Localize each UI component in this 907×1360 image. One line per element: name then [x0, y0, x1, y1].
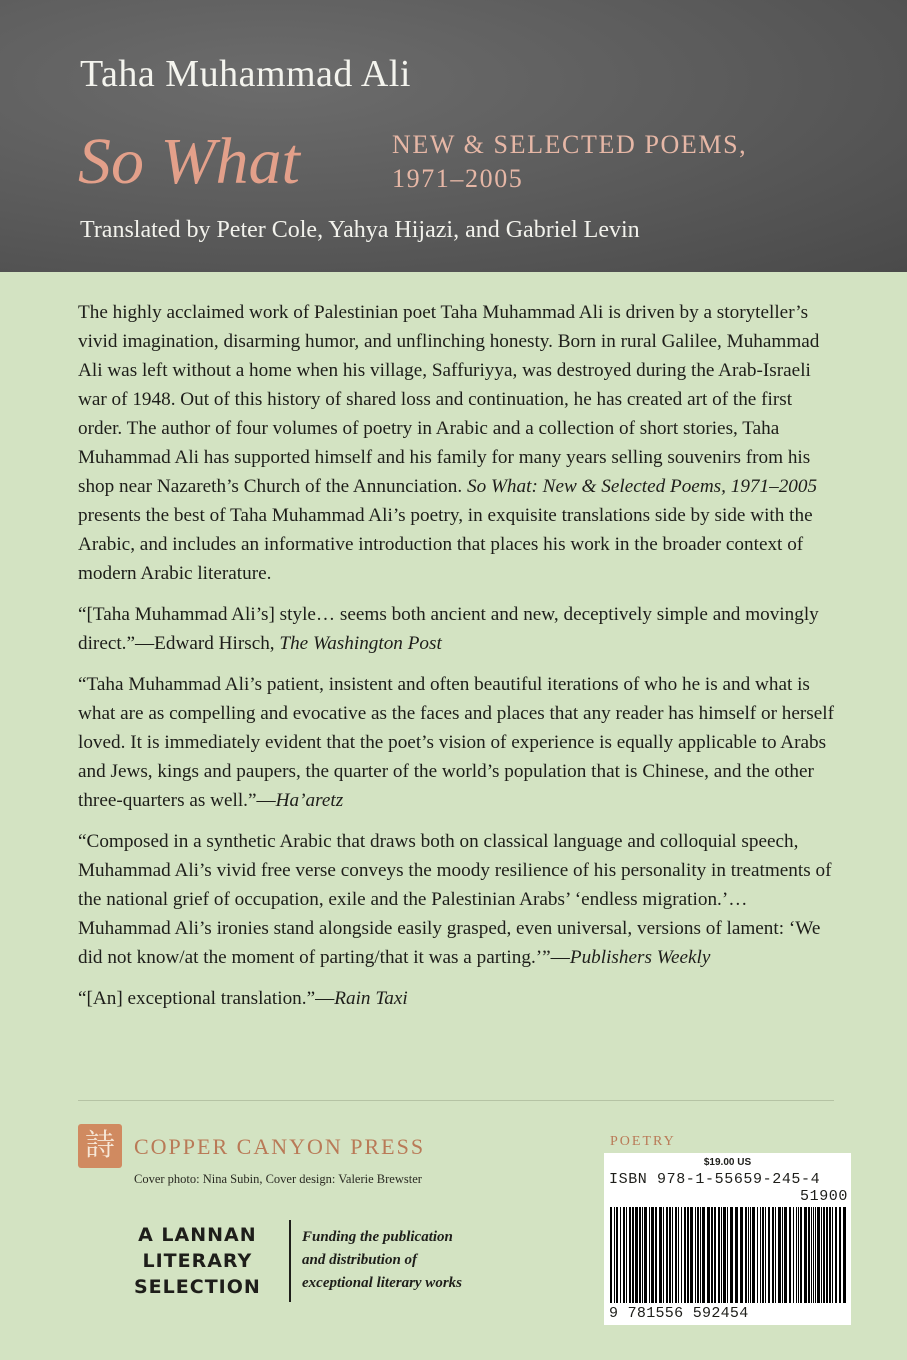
barcode-bar	[821, 1207, 822, 1303]
barcode-bar	[811, 1207, 812, 1303]
barcode-bar	[642, 1207, 643, 1303]
barcode-bar	[635, 1207, 638, 1303]
barcode-bar	[765, 1207, 766, 1303]
barcode-bar	[718, 1207, 720, 1303]
barcode-bar	[721, 1207, 722, 1303]
barcode-bar	[681, 1207, 682, 1303]
barcode-bar	[784, 1207, 787, 1303]
barcode-bar	[620, 1207, 621, 1303]
category-label: POETRY	[610, 1134, 676, 1149]
barcode-bar	[714, 1207, 716, 1303]
barcode-bar	[632, 1207, 634, 1303]
barcode-addon-number: 51900	[800, 1188, 849, 1205]
barcode-bar	[649, 1207, 650, 1303]
isbn-text: ISBN 978-1-55659-245-4	[609, 1171, 821, 1188]
barcode-bar	[690, 1207, 693, 1303]
quote-source: The Washington Post	[279, 633, 442, 654]
barcode-bar	[626, 1207, 627, 1303]
barcode-bar	[672, 1207, 673, 1303]
barcode-bar	[748, 1207, 749, 1303]
barcode-bar	[697, 1207, 699, 1303]
barcode-bar	[789, 1207, 791, 1303]
barcode-bar	[808, 1207, 810, 1303]
barcode-bar	[707, 1207, 710, 1303]
subtitle-line-1: NEW & SELECTED POEMS,	[392, 130, 748, 159]
barcode-bar	[752, 1207, 755, 1303]
cover-header	[0, 0, 907, 272]
lannan-line-3: SELECTION	[134, 1276, 261, 1298]
quote-text: “[Taha Muhammad Ali’s] style… seems both ancient and new, deceptively simple and movingly direct.”—Edward Hirsch,	[78, 604, 819, 654]
funding-line-1: Funding the publication	[302, 1229, 453, 1245]
barcode-bar	[782, 1207, 783, 1303]
barcode-bar	[695, 1207, 696, 1303]
funding-line-3: exceptional literary works	[302, 1275, 462, 1291]
quote-text: “Taha Muhammad Ali’s patient, insistent and often beautiful iterations of who he is and what is what are as compelling and evocative as the faces and places that any reader has himself or herself loved. It is immediately evident that the poet’s vision of experience is equally applicable to Arabs and Jews, kings and paupers, the quarter of the world’s population that is Chinese, and the other three-quarters as well.”—	[78, 674, 834, 811]
barcode-bar	[796, 1207, 797, 1303]
description-after: presents the best of Taha Muhammad Ali’s poetry, in exquisite translations side by side with the Arabic, and includes an informative introduction that places his work in the broader context of modern Arabic literature.	[78, 505, 813, 584]
cover-credits: Cover photo: Nina Subin, Cover design: Valerie Brewster	[134, 1172, 422, 1186]
barcode-bar	[735, 1207, 738, 1303]
barcode-bar	[666, 1207, 668, 1303]
quote-4	[78, 984, 838, 1013]
barcode-number: 9 781556 592454	[609, 1305, 749, 1322]
lannan-divider	[289, 1220, 291, 1302]
description-paragraph	[78, 298, 838, 588]
barcode-bar	[793, 1207, 794, 1303]
barcode-bar	[839, 1207, 841, 1303]
barcode-bar	[655, 1207, 657, 1303]
quote-3	[78, 827, 838, 972]
barcode-bar	[610, 1207, 612, 1303]
quote-text: “[An] exceptional translation.”—	[78, 988, 335, 1009]
barcode-bar	[800, 1207, 802, 1303]
barcode-bar	[775, 1207, 776, 1303]
barcode-bar	[760, 1207, 761, 1303]
barcode-bar	[730, 1207, 733, 1303]
barcode-bars-icon	[610, 1207, 846, 1305]
barcode-bar	[778, 1207, 781, 1303]
description-before: The highly acclaimed work of Palestinian poet Taha Muhammad Ali is driven by a storyteller’s vivid imagination, disarming humor, and unflinching honesty. Born in rural Galilee, Muhammad Ali was left without a home when his village, Saffuriyya, was destroyed during the Arab-Israeli war of 1948. Out of this history of shared loss and continuation, he has created art of the first order. The author of four volumes of poetry in Arabic and a collection of short stories, Taha Muhammad Ali has supported himself and his family for many years selling souvenirs from his shop near Nazareth’s Church of the Annunciation.	[78, 302, 820, 497]
lannan-line-2: LITERARY	[142, 1250, 253, 1272]
barcode-bar	[702, 1207, 705, 1303]
barcode-bar	[659, 1207, 662, 1303]
barcode-bar	[700, 1207, 701, 1303]
barcode-bar	[669, 1207, 671, 1303]
barcode-bar	[629, 1207, 631, 1303]
barcode-bar	[711, 1207, 713, 1303]
barcode-bar	[815, 1207, 816, 1303]
quote-text: “Composed in a synthetic Arabic that draws both on classical language and colloquial speech, Muhammad Ali’s vivid free verse conveys the moody resilience of his personality in treatments of the national grief of occupation, exile and the Palestinian Arabs’ ‘endless migration.’… Muhammad Ali’s ironies stand alongside easily grasped, even universal, versions of lament: ‘We did not know/at the moment of parting/that it was a parting.’”—	[78, 831, 832, 968]
barcode-bar	[723, 1207, 726, 1303]
barcode-bar	[832, 1207, 833, 1303]
quote-source: Publishers Weekly	[569, 947, 711, 968]
barcode-bar	[745, 1207, 747, 1303]
publisher-logo-icon: 詩	[78, 1124, 122, 1168]
barcode-bar	[823, 1207, 825, 1303]
barcode-bar	[813, 1207, 814, 1303]
description-book-title: So What: New & Selected Poems, 1971–2005	[466, 476, 818, 497]
lannan-funding-text	[302, 1226, 462, 1295]
barcode-label	[604, 1153, 851, 1325]
section-divider	[78, 1100, 834, 1101]
barcode-bar	[684, 1207, 686, 1303]
price-text: $19.00 US	[703, 1157, 752, 1168]
lannan-selection-mark	[134, 1222, 261, 1300]
barcode-bar	[757, 1207, 758, 1303]
quote-2	[78, 670, 838, 815]
barcode-bar	[762, 1207, 764, 1303]
barcode-bar	[772, 1207, 774, 1303]
author-name: Taha Muhammad Ali	[80, 53, 411, 95]
barcode-bar	[804, 1207, 807, 1303]
barcode-bar	[687, 1207, 689, 1303]
barcode-bar	[623, 1207, 625, 1303]
barcode-bar	[826, 1207, 828, 1303]
book-title: So What	[78, 125, 300, 198]
translators-credit: Translated by Peter Cole, Yahya Hijazi, and Gabriel Levin	[80, 217, 640, 243]
barcode-bar	[843, 1207, 846, 1303]
funding-line-2: and distribution of	[302, 1252, 418, 1268]
book-subtitle	[392, 128, 747, 196]
blurb-body	[78, 298, 838, 1025]
barcode-bar	[639, 1207, 641, 1303]
barcode-bar	[651, 1207, 654, 1303]
barcode-bar	[675, 1207, 677, 1303]
quote-source: Ha’aretz	[275, 790, 344, 811]
barcode-bar	[835, 1207, 837, 1303]
publisher-name: COPPER CANYON PRESS	[134, 1134, 426, 1159]
barcode-bar	[644, 1207, 647, 1303]
barcode-bar	[750, 1207, 751, 1303]
barcode-bar	[727, 1207, 728, 1303]
barcode-bar	[614, 1207, 615, 1303]
subtitle-line-2: 1971–2005	[392, 164, 524, 193]
quote-1	[78, 600, 838, 658]
barcode-bar	[817, 1207, 820, 1303]
quote-source: Rain Taxi	[334, 988, 408, 1009]
barcode-bar	[678, 1207, 679, 1303]
barcode-bar	[829, 1207, 831, 1303]
barcode-bar	[616, 1207, 618, 1303]
lannan-line-1: A LANNAN	[138, 1224, 257, 1246]
barcode-bar	[663, 1207, 664, 1303]
barcode-bar	[798, 1207, 799, 1303]
barcode-bar	[740, 1207, 743, 1303]
barcode-bar	[768, 1207, 770, 1303]
